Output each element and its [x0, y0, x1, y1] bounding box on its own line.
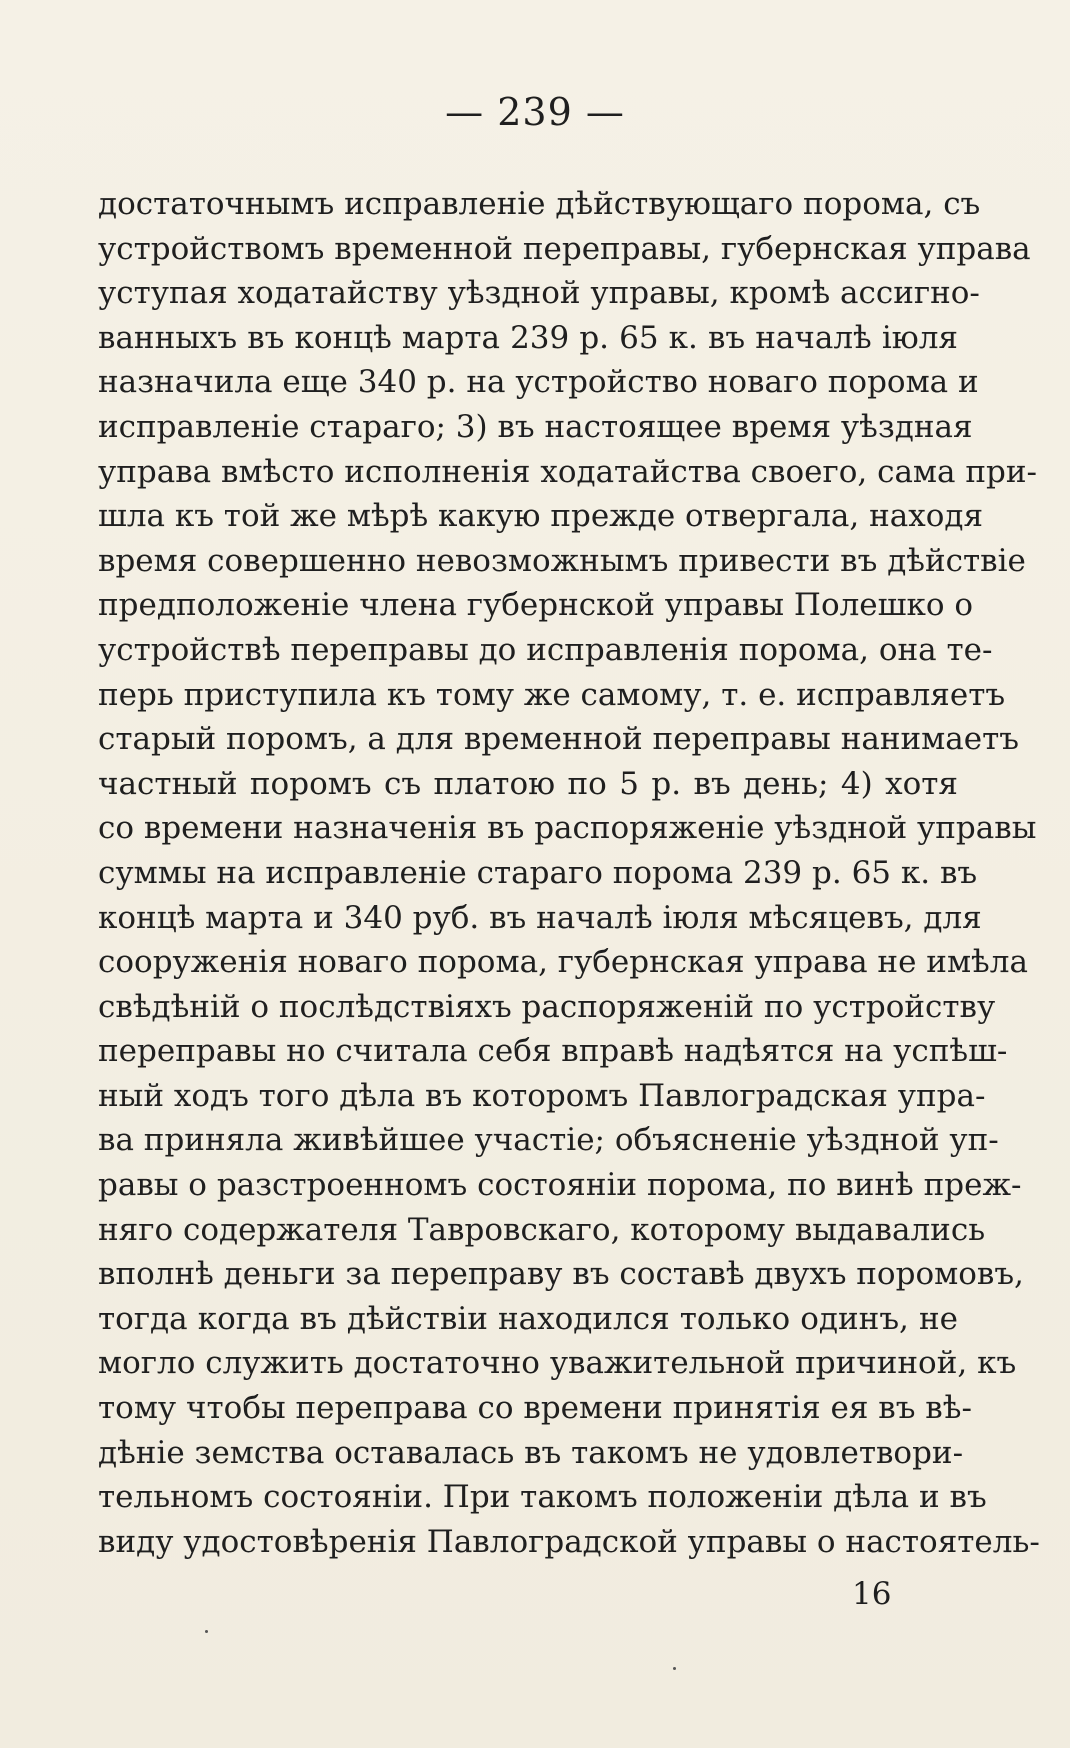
text-line: няго содержателя Тавровскаго, которому выдавались — [98, 1211, 986, 1248]
text-line: равы о разстроенномъ состояніи порома, по винѣ преж- — [98, 1167, 1022, 1204]
text-line: достаточнымъ исправленіе дѣйствующаго порома, съ — [98, 186, 981, 222]
text-line: ва приняла живѣйшее участіе; объясненіе уѣздной уп- — [98, 1122, 999, 1159]
text-line: виду удостовѣренія Павлоградской управы о настоятель- — [98, 1523, 1040, 1560]
text-line: дѣніе земства оставалась въ такомъ не удовлетвори- — [98, 1434, 964, 1471]
paper-speck — [673, 1667, 676, 1670]
text-line: суммы на исправленіе стараго порома 239 р. 65 к. въ — [98, 854, 978, 891]
text-line: свѣдѣній о послѣдствіяхъ распоряженій по устройству — [98, 988, 996, 1025]
text-line: уступая ходатайству уѣздной управы, кромѣ ассигно- — [98, 275, 980, 312]
text-line: концѣ марта и 340 руб. въ началѣ іюля мѣсяцевъ, для — [98, 899, 982, 936]
text-line: устройствомъ временной переправы, губернская управа — [98, 230, 1031, 267]
text-line: тому чтобы переправа со времени принятія ея въ вѣ- — [98, 1390, 972, 1427]
text-line: перь приступила къ тому же самому, т. е. исправляетъ — [98, 676, 1006, 713]
text-line: сооруженія новаго порома, губернская управа не имѣла — [98, 944, 1028, 981]
body-text — [98, 182, 1040, 1564]
signature-mark: 16 — [852, 1576, 892, 1612]
text-line: устройствѣ переправы до исправленія порома, она те- — [98, 631, 993, 668]
text-line: время совершенно невозможнымъ привести въ дѣйствіе — [98, 542, 1026, 579]
text-line: частный поромъ съ платою по 5 р. въ день; 4) хотя — [98, 765, 958, 802]
text-line: предположеніе члена губернской управы Полешко о — [98, 587, 974, 624]
text-line: старый поромъ, а для временной переправы нанимаетъ — [98, 721, 1019, 758]
text-line: ванныхъ въ концѣ марта 239 р. 65 к. въ началѣ іюля — [98, 319, 958, 356]
text-line: ный ходъ того дѣла въ которомъ Павлоградская упра- — [98, 1077, 986, 1114]
text-line: вполнѣ деньги за переправу въ составѣ двухъ поромовъ, — [98, 1256, 1024, 1293]
text-line: тельномъ состояніи. При такомъ положеніи дѣла и въ — [98, 1479, 987, 1516]
text-line: исправленіе стараго; 3) въ настоящее время уѣздная — [98, 408, 973, 445]
text-line: переправы но считала себя вправѣ надѣятся на успѣш- — [98, 1033, 1008, 1070]
text-line: со времени назначенія въ распоряженіе уѣздной управы — [98, 810, 1037, 847]
text-line: управа вмѣсто исполненія ходатайства своего, сама при- — [98, 453, 1038, 490]
text-line: тогда когда въ дѣйствіи находился только одинъ, не — [98, 1300, 958, 1337]
text-line: назначила еще 340 р. на устройство новаго порома и — [98, 364, 979, 401]
paper-speck — [205, 1630, 208, 1633]
page-number: — 239 — — [445, 90, 625, 134]
text-line: могло служить достаточно уважительной причиной, къ — [98, 1345, 1017, 1382]
text-line: шла къ той же мѣрѣ какую прежде отвергала, находя — [98, 498, 984, 535]
